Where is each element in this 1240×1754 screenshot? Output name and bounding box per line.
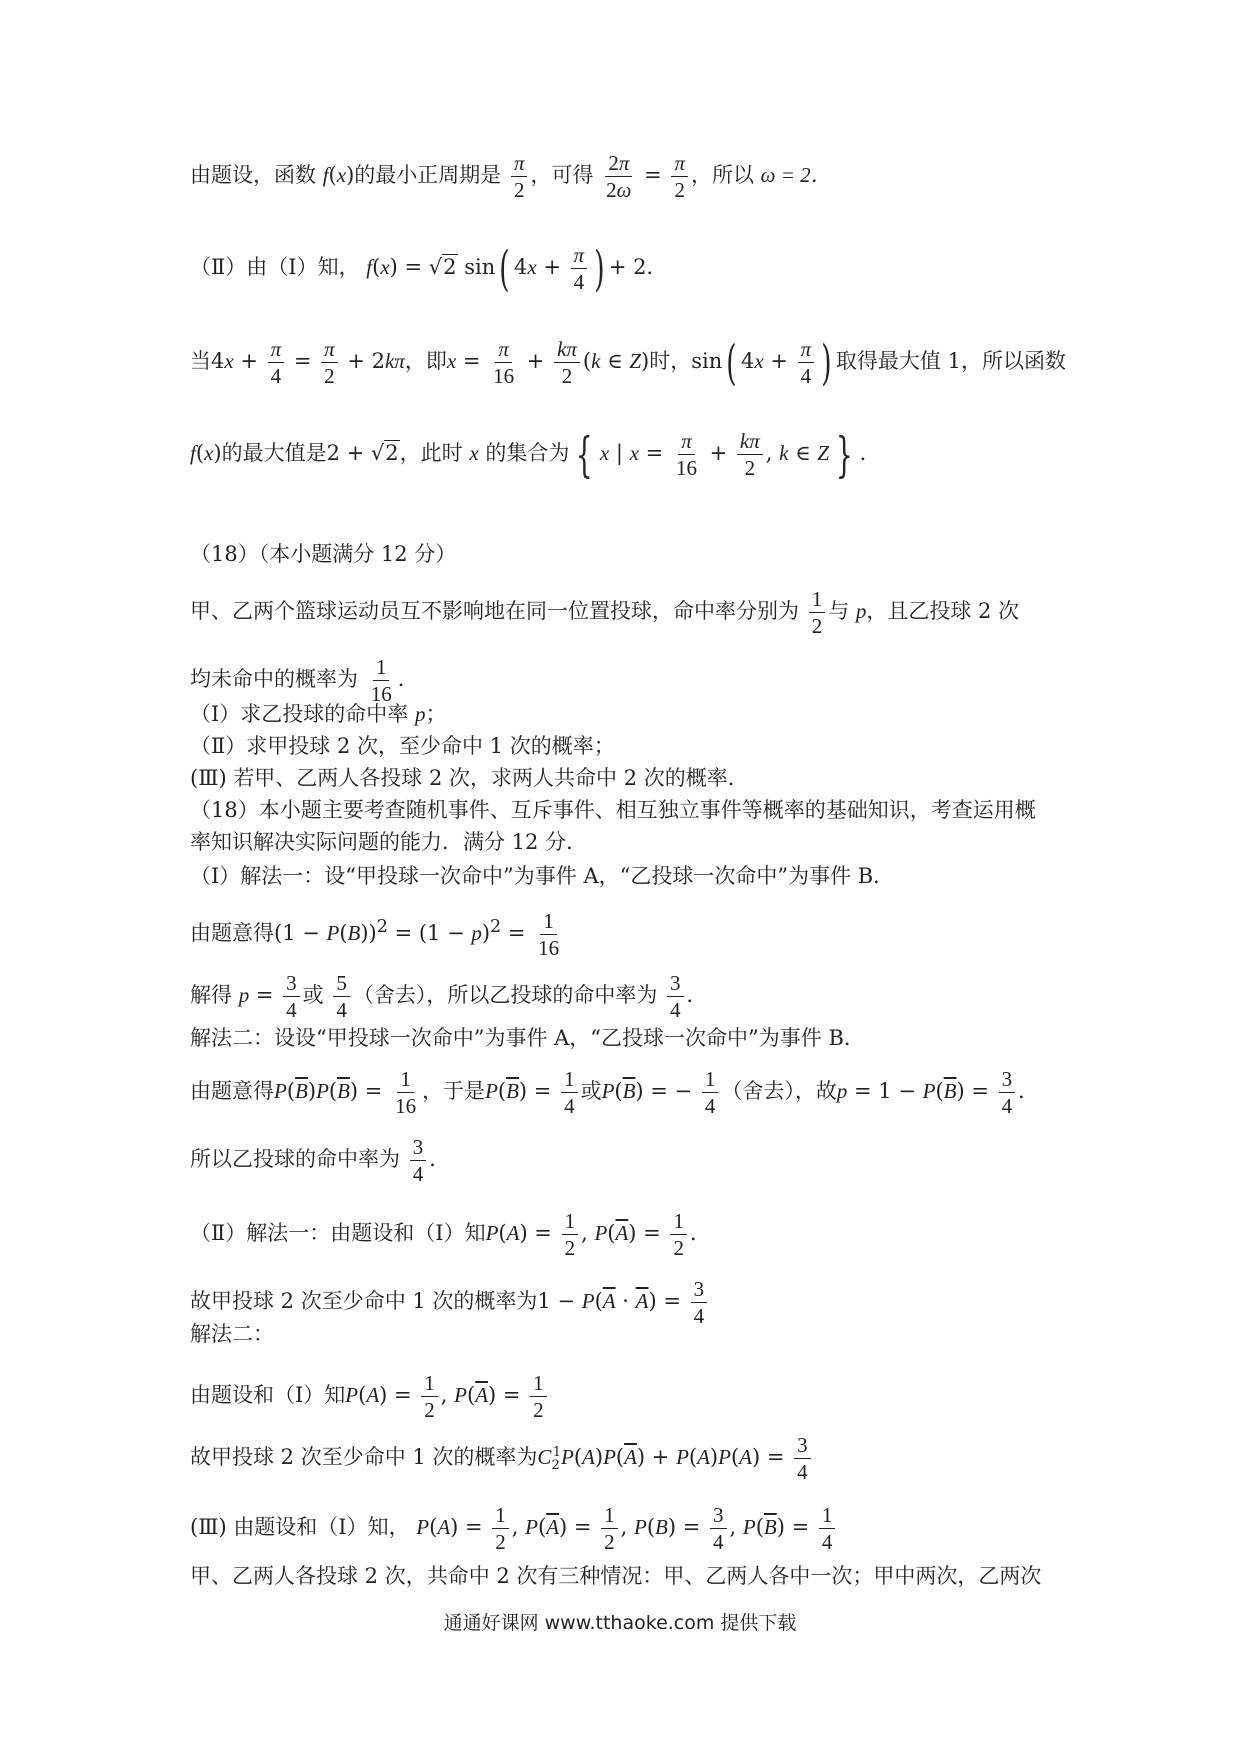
- fraction: $\frac{1}{16}$: [538, 909, 560, 960]
- fraction: $\frac{1}{2}$: [492, 1502, 509, 1555]
- question-part-ii: （Ⅱ）求甲投球 2 次，至少命中 1 次的概率；: [190, 734, 615, 758]
- fraction: $\frac{1}{16}$: [370, 655, 392, 706]
- fraction: $\frac{1}{4}$: [561, 1066, 578, 1119]
- fraction: $\frac{3}{4}$: [691, 1276, 708, 1329]
- solution-ii-method2-eq: 由题设和（Ⅰ）知P(A) = $\frac{1}{2}$ , $P(\overline{A})$ = $\frac{1}{2}$: [190, 1370, 1060, 1423]
- text: 的最小正周期是: [354, 163, 502, 187]
- fraction: $\frac{\pi}{4}$: [268, 336, 285, 389]
- fraction: $\frac{\pi}{2}$: [321, 336, 338, 389]
- text: 故甲投球 2 次至少命中 1 次的概率为: [190, 1289, 538, 1313]
- text: 的最大值是: [221, 441, 327, 465]
- text: ，于是: [422, 1079, 486, 1103]
- text: 甲、乙两个篮球运动员互不影响地在同一位置投球，命中率分别为: [190, 599, 799, 623]
- fraction: $\frac{1}{4}$: [702, 1066, 719, 1119]
- fraction: $\frac{2\pi}{2\omega}$: [606, 151, 632, 202]
- text: （Ⅱ）解法一：由题设和（Ⅰ）知: [190, 1221, 486, 1245]
- fraction: $\frac{\pi}{4}$: [571, 242, 588, 295]
- solution-iii-text: 甲、乙两人各投球 2 次，共命中 2 次有三种情况：甲、乙两人各中一次；甲中两次，乙两次: [190, 1564, 1042, 1588]
- text: 由题设和（Ⅰ）知: [190, 1383, 346, 1407]
- fraction: $\frac{\pi}{2}$: [671, 150, 688, 203]
- fraction: $\frac{\pi}{16}$: [493, 337, 515, 388]
- text: 与: [828, 599, 850, 623]
- text: 由题设，函数: [190, 163, 316, 187]
- text: ，即: [404, 349, 447, 373]
- fraction: $\frac{3}{4}$: [667, 970, 684, 1023]
- text: (Ⅲ) 由题设和（Ⅰ）知，: [190, 1515, 410, 1539]
- fraction: $\frac{1}{2}$: [670, 1208, 687, 1261]
- fraction: $\frac{3}{4}$: [999, 1066, 1016, 1119]
- fraction: $\frac{3}{4}$: [283, 970, 300, 1023]
- text: ，所以: [690, 163, 754, 187]
- text: （舍去），故: [721, 1079, 837, 1103]
- text: ，此时: [399, 441, 463, 465]
- question-part-iii: (Ⅲ) 若甲、乙两人各投球 2 次，求两人共命中 2 次的概率．: [190, 766, 749, 790]
- fraction: $\frac{1}{2}$: [809, 586, 826, 639]
- fraction: $\frac{1}{2}$: [530, 1370, 547, 1423]
- fraction: $\frac{1}{2}$: [601, 1502, 618, 1555]
- question-part-i: （Ⅰ）求乙投球的命中率 p；: [190, 702, 447, 726]
- text: 或: [580, 1079, 602, 1103]
- math: ω = 2．: [760, 163, 832, 187]
- line-period: 由题设，函数 f(x)的最小正周期是 $\frac{\pi}{2}$ ，可得 $\frac{2\pi}{2\omega}$ = $\frac{\pi}{2}$ ，所以 ω = 2．: [190, 151, 832, 202]
- text: （舍去），所以乙投球的命中率为: [352, 983, 658, 1007]
- text: ，且乙投球 2 次: [866, 599, 1020, 623]
- fraction: $\frac{k\pi}{2}$: [554, 336, 580, 389]
- fraction: $\frac{3}{4}$: [410, 1134, 427, 1187]
- fraction: $\frac{1}{16}$: [395, 1067, 417, 1118]
- text: 所以乙投球的命中率为: [190, 1147, 400, 1171]
- fraction: $\frac{\pi}{2}$: [511, 150, 528, 203]
- solution-intro: 率知识解决实际问题的能力．满分 12 分．: [190, 830, 588, 854]
- solution-i-method2: 解法二：设设“甲投球一次命中”为事件 A，“乙投球一次命中”为事件 B．: [190, 1026, 865, 1050]
- text: （Ⅰ）求乙投球的命中率: [190, 702, 409, 726]
- text: 取得最大值 1，所以函数: [835, 349, 1066, 373]
- fraction: $\frac{1}{2}$: [562, 1208, 579, 1261]
- text: ，可得: [530, 163, 594, 187]
- solution-i-equation: 由题意得$(1 - P(B))^2 = (1 - p)^2$ = $\frac{1}{16}$: [190, 908, 1060, 961]
- line-part-ii: （Ⅱ）由（Ⅰ）知， f(x) = √2 sin( 4x + $\frac{\pi}{4}$ ) + 2．: [190, 240, 668, 297]
- line-max-value: f(x)的最大值是2 + √2，此时 x 的集合为 { x | x = $\frac{\pi}{16}$ + $\frac{k\pi}{2}$ , k ∈ Z } ．: [190, 426, 881, 483]
- solution-ii-method2-result: 故甲投球 2 次至少命中 1 次的概率为$C_2^1P(A)P(\overline{A}) + P(A)P(A)$ = $\frac{3}{4}$: [190, 1432, 1060, 1485]
- text: 由题意得: [190, 1079, 274, 1103]
- text: 解得: [190, 983, 232, 1007]
- solution-ii: （Ⅱ）解法一：由题设和（Ⅰ）知P(A) = $\frac{1}{2}$ , $P(\overline{A})$ = $\frac{1}{2}$ ．: [190, 1209, 711, 1260]
- fraction: $\frac{1}{2}$: [421, 1370, 438, 1423]
- text: 时，: [649, 349, 692, 373]
- solution-intro: （18）本小题主要考查随机事件、互斥事件、相互独立事件等概率的基础知识，考查运用概: [190, 798, 1036, 822]
- text: 的集合为: [485, 441, 570, 465]
- text: （Ⅱ）由（Ⅰ）知，: [190, 255, 360, 279]
- solution-ii-method2: 解法二：: [190, 1322, 274, 1346]
- fraction: $\frac{\pi}{16}$: [675, 429, 697, 480]
- text: 故甲投球 2 次至少命中 1 次的概率为: [190, 1445, 538, 1469]
- solution-iii: (Ⅲ) 由题设和（Ⅰ）知， P(A) = $\frac{1}{2}$ , $P(\overline{A})$ = $\frac{1}{2}$ , P(B) = $\frac{3}{4}$ , $P(\overline{B})$ = $\frac{1}{4}$: [190, 1502, 1060, 1555]
- fraction: $\frac{3}{4}$: [710, 1502, 727, 1555]
- line-max: 当4x + $\frac{\pi}{4}$ = $\frac{\pi}{2}$ + 2kπ，即x = $\frac{\pi}{16}$ + $\frac{k\pi}{2}$ (k ∈ Z)时，sin( 4x + $\frac{\pi}{4}$ ) 取得最大值 1，所以函数: [190, 334, 1066, 391]
- solution-i-result: 解得 p = $\frac{3}{4}$ 或 $\frac{5}{4}$ （舍去），所以乙投球的命中率为 $\frac{3}{4}$ ．: [190, 971, 708, 1022]
- fraction: $\frac{3}{4}$: [794, 1432, 811, 1485]
- text: 均未命中的概率为: [190, 667, 358, 691]
- text: 由题意得: [190, 921, 274, 945]
- fraction: $\frac{\pi}{4}$: [798, 336, 815, 389]
- question-text: 均未命中的概率为 $\frac{1}{16}$ ．: [190, 655, 419, 706]
- question-text: 甲、乙两个篮球运动员互不影响地在同一位置投球，命中率分别为 $\frac{1}{2}$ 与 p，且乙投球 2 次: [190, 587, 1020, 638]
- solution-i: （Ⅰ）解法一：设“甲投球一次命中”为事件 A，“乙投球一次命中”为事件 B．: [190, 864, 895, 888]
- fraction: $\frac{k\pi}{2}$: [737, 428, 763, 481]
- text: 或: [302, 983, 324, 1007]
- solution-i-conclusion: 所以乙投球的命中率为 $\frac{3}{4}$ ．: [190, 1135, 451, 1186]
- question-title: （18）（本小题满分 12 分）: [190, 542, 457, 566]
- solution-i-method2-eq: 由题意得$P(\overline{B})P(\overline{B})$ = $\frac{1}{16}$ ，于是$P(\overline{B})$ = $\frac{1}{4}$ 或$P(\overline{B})$ = − $\frac{1}{4}$ （舍去），故$p = 1 - P(\overline{B})$ = $\frac{3}{4}$ ．: [190, 1067, 1040, 1118]
- text: 当: [190, 349, 211, 373]
- footer-source: 通通好课网 www.tthaoke.com 提供下载: [443, 1612, 797, 1634]
- fraction: $\frac{5}{4}$: [333, 970, 350, 1023]
- fraction: $\frac{1}{4}$: [819, 1502, 836, 1555]
- solution-ii-result: 故甲投球 2 次至少命中 1 次的概率为$1 - P(\overline{A} \cdot \overline{A})$ = $\frac{3}{4}$: [190, 1276, 1060, 1329]
